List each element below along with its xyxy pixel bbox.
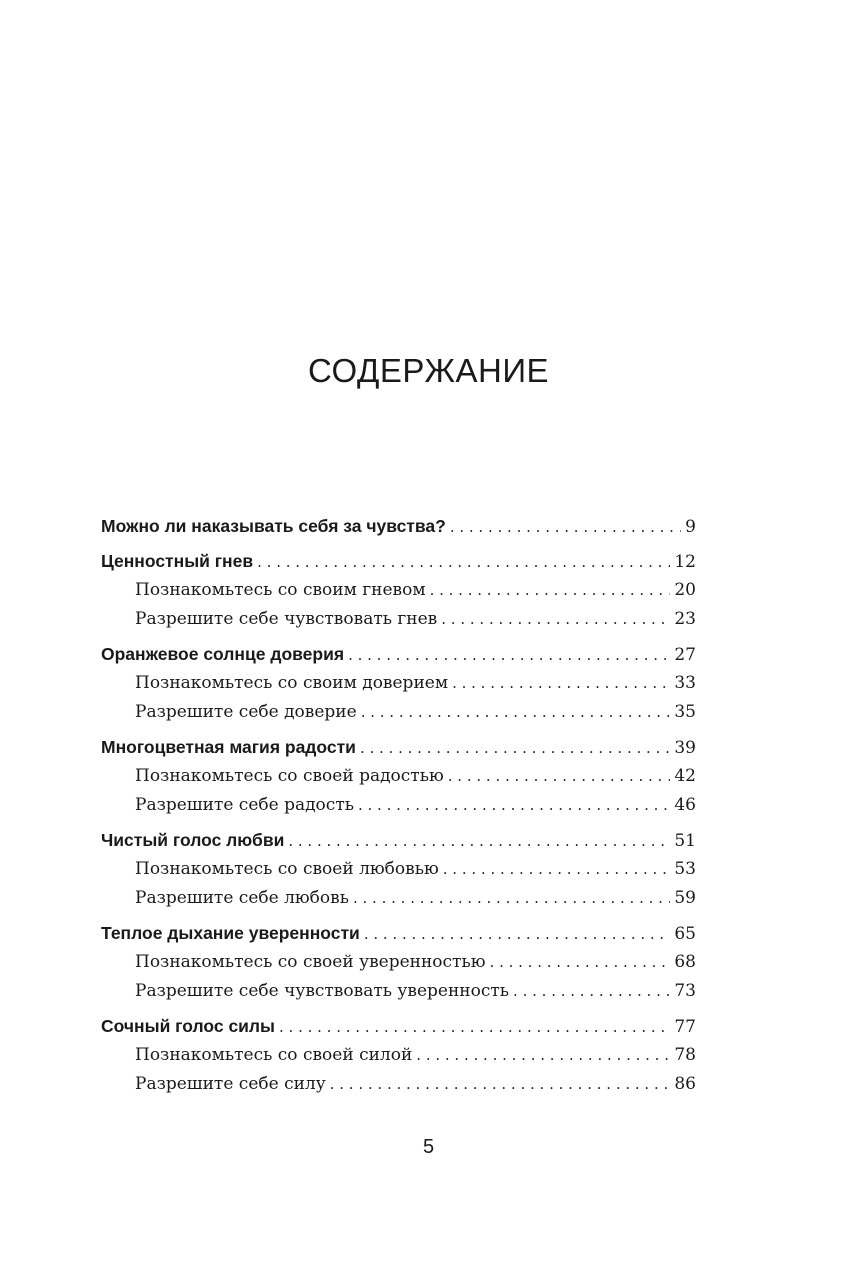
dot-leader — [416, 1041, 670, 1070]
toc-entry-label: Разрешите себе силу — [135, 1074, 326, 1094]
dot-leader — [353, 884, 670, 913]
dot-leader — [443, 855, 671, 884]
toc-entry-page: 9 — [685, 517, 696, 537]
toc-entry-page: 42 — [674, 766, 696, 786]
toc-entry-label: Разрешите себе любовь — [135, 888, 349, 908]
toc-entry-label: Разрешите себе чувствовать гнев — [135, 609, 438, 629]
toc-subentry — [101, 791, 696, 820]
dot-leader — [288, 827, 670, 856]
page-title: СОДЕРЖАНИЕ — [307, 352, 550, 389]
table-of-contents — [101, 512, 696, 1099]
toc-entry-label: Можно ли наказывать себя за чувства? — [101, 516, 446, 536]
toc-entry — [101, 640, 696, 669]
dot-leader — [490, 948, 671, 977]
dot-leader — [430, 576, 671, 605]
toc-entry-label: Познакомьтесь со своим гневом — [135, 580, 426, 600]
toc-entry-label: Познакомьтесь со своей любовью — [135, 859, 439, 879]
toc-entry — [101, 547, 696, 576]
toc-entry-page: 35 — [674, 702, 696, 722]
toc-entry — [101, 919, 696, 948]
toc-entry-label: Познакомьтесь со своей силой — [135, 1045, 413, 1065]
toc-subentry — [101, 884, 696, 913]
dot-leader — [450, 513, 681, 542]
toc-subentry — [101, 1041, 696, 1070]
toc-entry-page: 39 — [674, 738, 696, 758]
dot-leader — [513, 977, 670, 1006]
toc-entry-label: Разрешите себе радость — [135, 795, 354, 815]
toc-subentry — [101, 576, 696, 605]
toc-subentry — [101, 669, 696, 698]
toc-entry — [101, 1012, 696, 1041]
dot-leader — [257, 548, 670, 577]
toc-entry-label: Сочный голос силы — [101, 1016, 275, 1036]
dot-leader — [441, 605, 670, 634]
toc-entry — [101, 826, 696, 855]
toc-subentry — [101, 977, 696, 1006]
dot-leader — [358, 791, 670, 820]
toc-entry-page: 27 — [674, 645, 696, 665]
dot-leader — [452, 669, 670, 698]
toc-entry — [101, 733, 696, 762]
toc-entry-page: 77 — [674, 1017, 696, 1037]
toc-entry-page: 86 — [674, 1074, 696, 1094]
toc-entry-label: Разрешите себе доверие — [135, 702, 357, 722]
toc-entry-page: 59 — [674, 888, 696, 908]
toc-entry-label: Многоцветная магия радости — [101, 737, 356, 757]
toc-entry-label: Теплое дыхание уверенности — [101, 923, 360, 943]
toc-entry-page: 65 — [674, 924, 696, 944]
toc-entry-page: 53 — [674, 859, 696, 879]
toc-entry-label: Познакомьтесь со своей радостью — [135, 766, 444, 786]
toc-entry-page: 12 — [674, 552, 696, 572]
toc-subentry — [101, 1070, 696, 1099]
toc-entry-label: Познакомьтесь со своей уверенностью — [135, 952, 486, 972]
toc-entry-page: 23 — [674, 609, 696, 629]
toc-entry — [101, 512, 696, 541]
toc-entry-page: 73 — [674, 981, 696, 1001]
toc-entry-label: Ценностный гнев — [101, 551, 254, 571]
dot-leader — [279, 1013, 670, 1042]
toc-subentry — [101, 605, 696, 634]
dot-leader — [360, 734, 670, 763]
dot-leader — [330, 1070, 671, 1099]
page-number: 5 — [422, 1136, 435, 1158]
toc-entry-page: 33 — [674, 673, 696, 693]
toc-entry-label: Разрешите себе чувствовать уверенность — [135, 981, 510, 1001]
toc-subentry — [101, 855, 696, 884]
toc-entry-label: Чистый голос любви — [101, 830, 285, 850]
toc-entry-label: Оранжевое солнце доверия — [101, 644, 345, 664]
toc-entry-page: 46 — [674, 795, 696, 815]
toc-entry-page: 68 — [674, 952, 696, 972]
dot-leader — [364, 920, 671, 949]
toc-entry-page: 51 — [674, 831, 696, 851]
toc-subentry — [101, 698, 696, 727]
toc-entry-page: 78 — [674, 1045, 696, 1065]
dot-leader — [348, 641, 670, 670]
toc-entry-page: 20 — [674, 580, 696, 600]
toc-subentry — [101, 948, 696, 977]
toc-subentry — [101, 762, 696, 791]
dot-leader — [361, 698, 671, 727]
dot-leader — [448, 762, 671, 791]
toc-entry-label: Познакомьтесь со своим доверием — [135, 673, 449, 693]
